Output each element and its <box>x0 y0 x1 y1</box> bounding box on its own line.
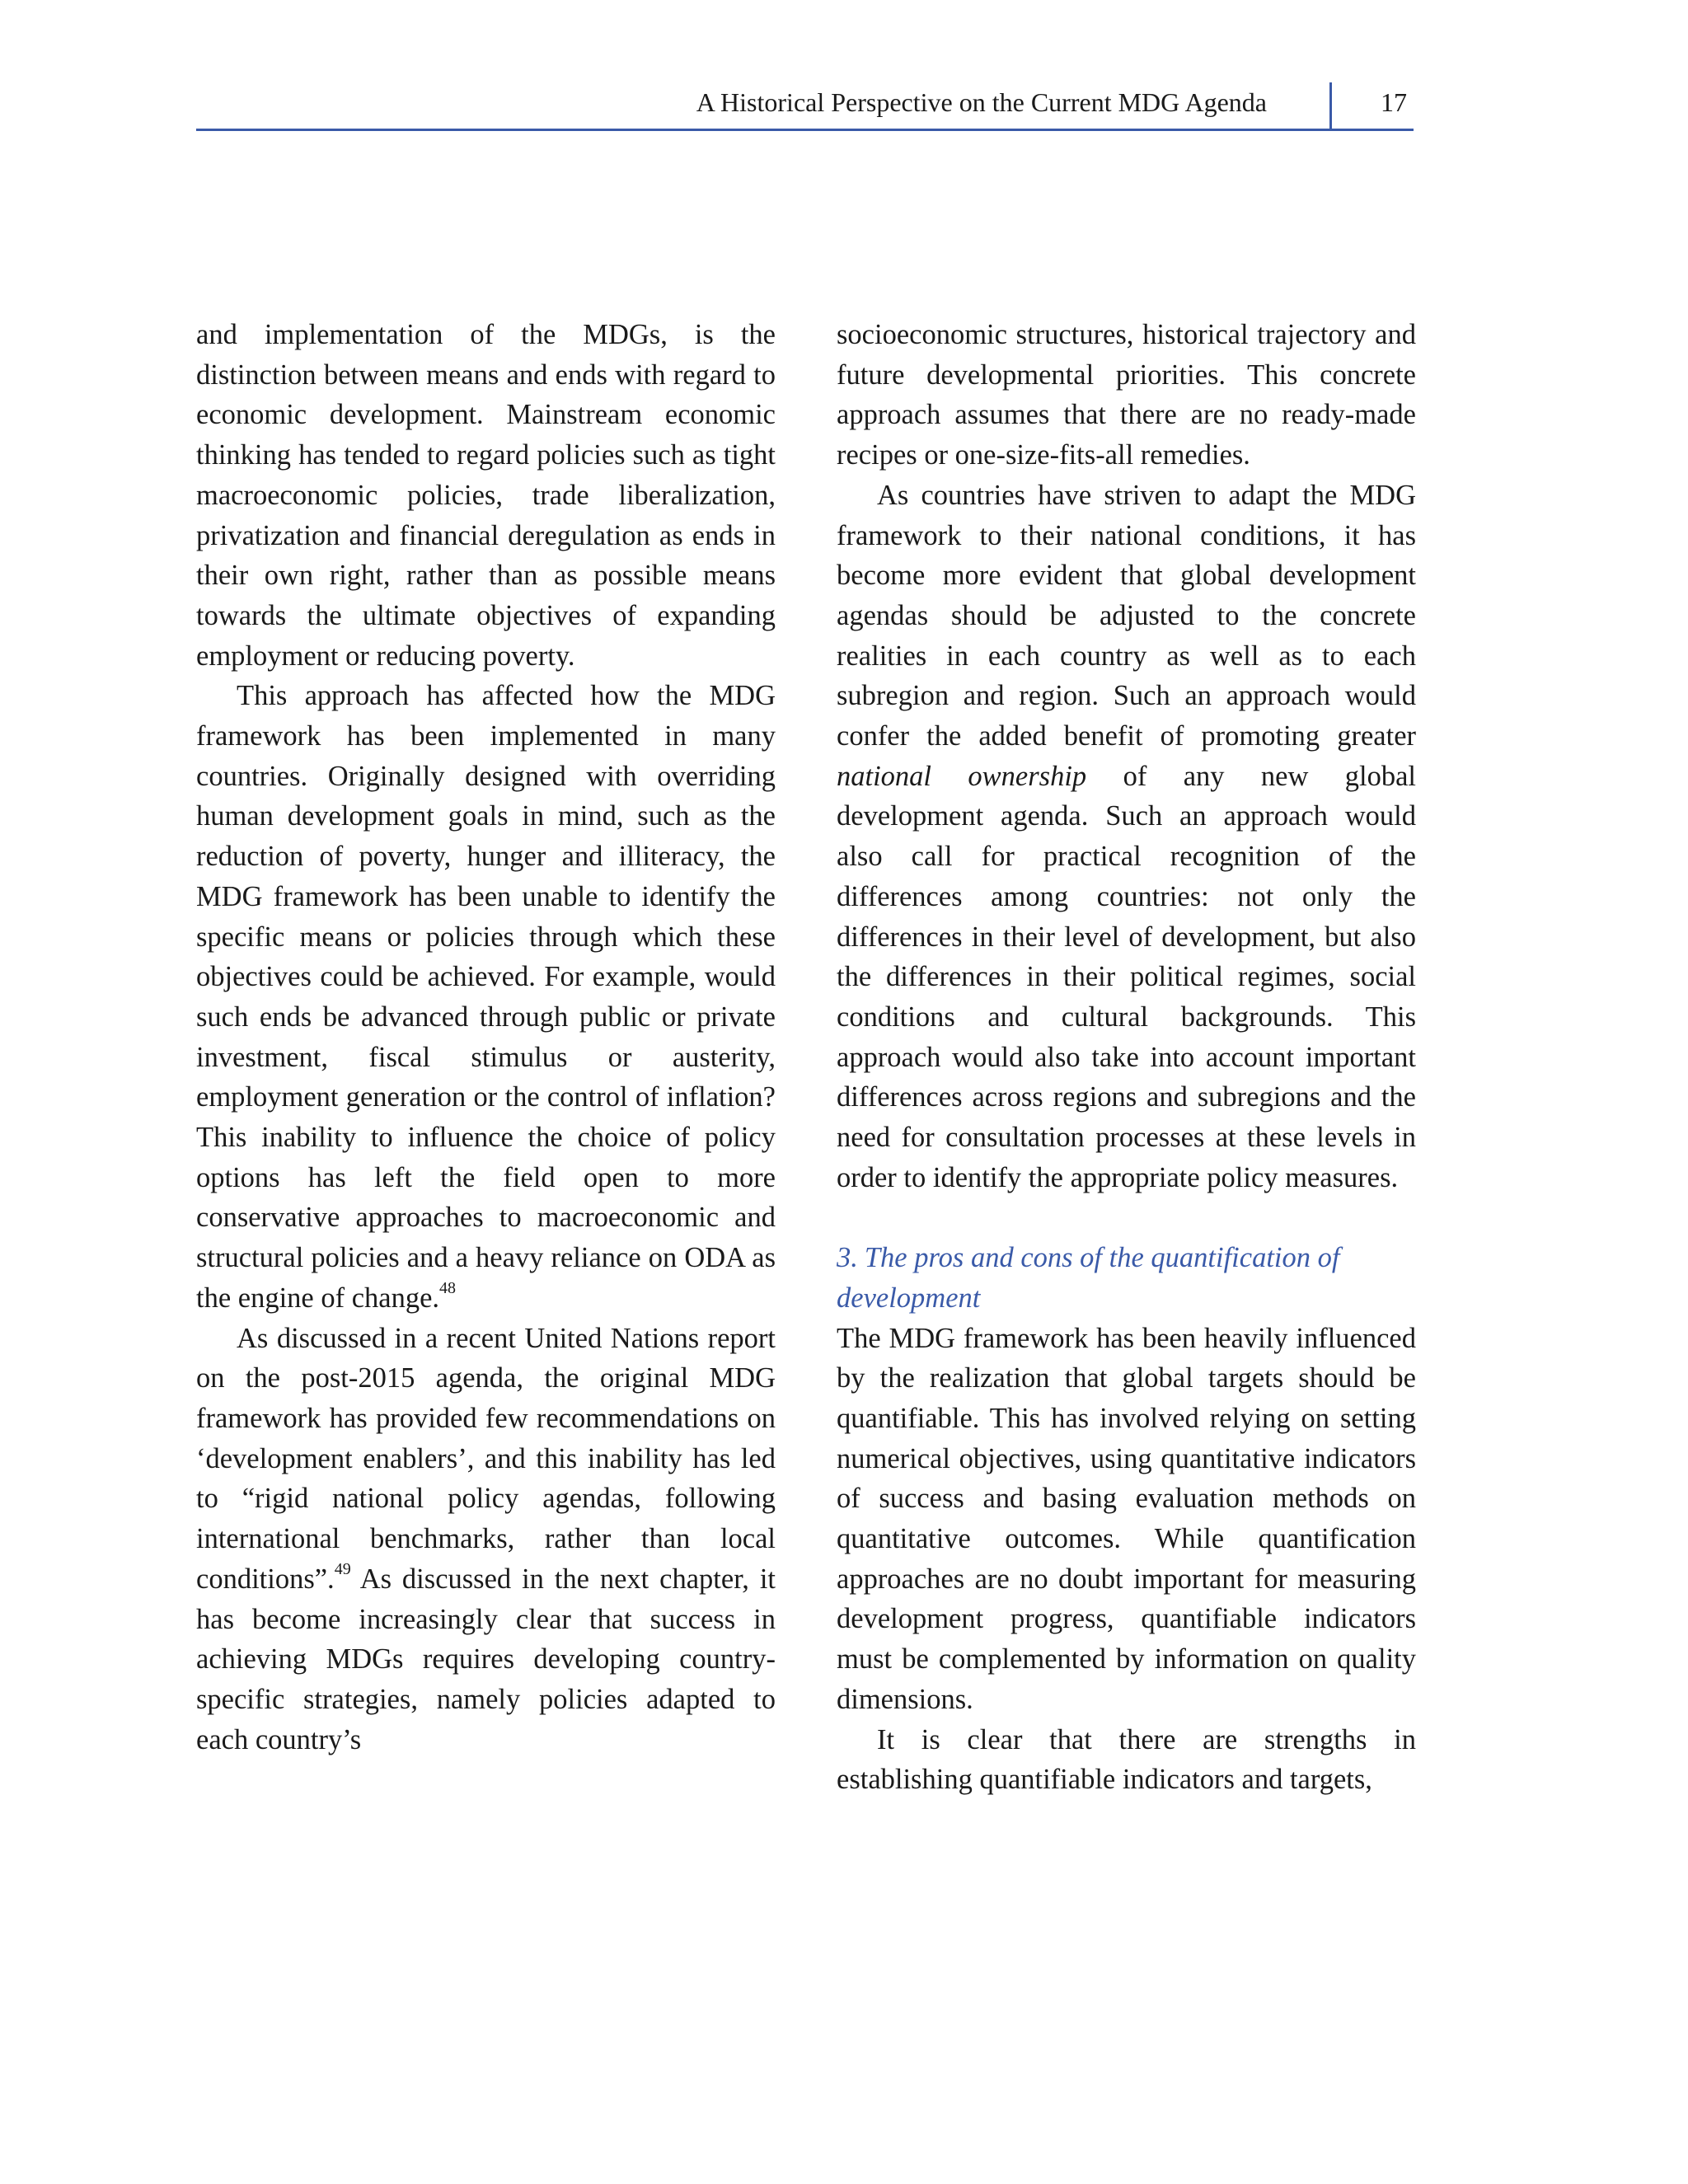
paragraph <box>837 476 1416 1198</box>
paragraph <box>196 315 776 676</box>
header-divider <box>1329 82 1332 129</box>
paragraph <box>837 315 1416 476</box>
running-title: A Historical Perspective on the Current MDG Agenda <box>696 87 1267 117</box>
paragraph <box>837 1319 1416 1720</box>
paragraph-text: of any new global development agenda. Such an approach would also call for practical recognition of the differences among countries: not only the differences in their level of development, but also the differences in their political regimes, social conditions and cultural backgrounds. This approach would also take into account important differences across regions and subregions and the need for consultation processes at these levels in order to identify the appropriate policy measures. <box>837 760 1416 1193</box>
footnote-ref: 48 <box>439 1279 457 1298</box>
section-title: The pros and cons of the quantification of development <box>837 1242 1340 1314</box>
paragraph-text: It is clear that there are strengths in establishing quantifiable indicators and targets, <box>837 1723 1416 1796</box>
paragraph-text: As countries have striven to adapt the MDG framework to their national conditions, it has become more evident that global development agendas should be adjusted to the concrete realities in each country as well as to each subregion and region. Such an approach would confer the added benefit of promoting greater <box>837 479 1416 752</box>
paragraph-text: The MDG framework has been heavily influenced by the realization that global targets should be quantifiable. This has involved relying on setting numerical objectives, using quantitative indicators of success and basing evaluation methods on quantitative outcomes. While quantification approaches are no doubt important for measuring development progress, quantifiable indicators must be complemented by information on quality dimensions. <box>837 1322 1416 1715</box>
paragraph-text: This approach has affected how the MDG framework has been implemented in many countries. Originally designed with overriding human development goals in mind, such as the reduction of poverty, hunger and illiteracy, the MDG framework has been unable to identify the specific means or policies through which these objectives could be achieved. For example, would such ends be advanced through public or private investment, fiscal stimulus or austerity, employment generation or the control of inflation? This inability to influence the choice of policy options has left the field open to more conservative approaches to macroeconomic and structural policies and a heavy reliance on ODA as the engine of change. <box>196 680 776 1314</box>
page-number: 17 <box>1381 87 1407 117</box>
emphasis-text: national ownership <box>837 760 1087 792</box>
paragraph-text: and implementation of the MDGs, is the distinction between means and ends with regard to economic development. Mainstream economic thinking has tended to regard policies such as tight macroeconomic policies, trade liberalization, privatization and financial deregulation as ends in their own right, rather than as possible means towards the ultimate objectives of expanding employment or reducing poverty. <box>196 319 776 672</box>
section-number: 3. <box>837 1242 858 1274</box>
section-heading <box>837 1238 1416 1318</box>
paragraph <box>837 1720 1416 1800</box>
left-column <box>196 315 776 1760</box>
paragraph-text: As discussed in a recent United Nations report on the post-2015 agenda, the original MDG framework has provided few recommendations on ‘development enablers’, and this inability has led to “rigid national policy agendas, following international benchmarks, rather than local conditions”. <box>196 1322 776 1595</box>
page-header <box>196 79 1414 131</box>
footnote-ref: 49 <box>334 1560 351 1579</box>
paragraph-text: socioeconomic structures, historical trajectory and future developmental priorities. This concrete approach assumes that there are no ready-made recipes or one-size-fits-all remedies. <box>837 319 1416 471</box>
paragraph-text: As discussed in the next chapter, it has become increasingly clear that success in achieving MDGs requires developing country-specific strategies, namely policies adapted to each country’s <box>196 1563 776 1755</box>
right-column <box>837 315 1416 1800</box>
paragraph <box>196 1319 776 1760</box>
paragraph <box>196 676 776 1318</box>
